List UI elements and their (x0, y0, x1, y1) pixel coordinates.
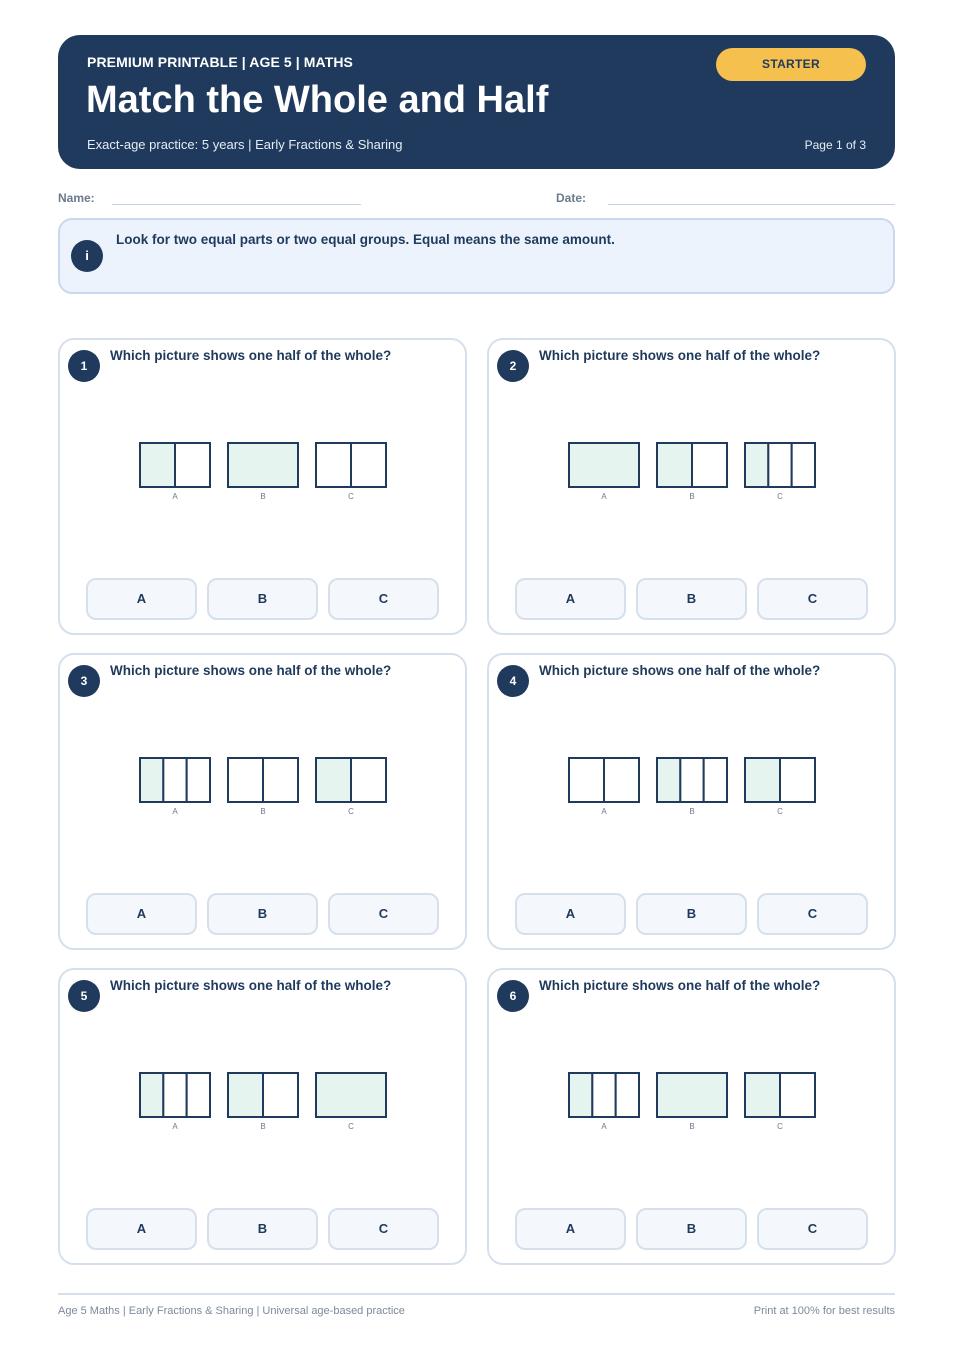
answer-button-b[interactable]: B (636, 1208, 747, 1250)
info-icon: i (71, 240, 103, 272)
shaded-part (569, 1073, 592, 1117)
shaded-part (140, 758, 163, 802)
name-label: Name: (58, 191, 95, 205)
unshaded-part (680, 758, 703, 802)
unshaded-part (351, 443, 386, 487)
unshaded-part (768, 443, 791, 487)
unshaded-part (569, 758, 604, 802)
header-subtitle: Exact-age practice: 5 years | Early Fractions & Sharing (87, 137, 403, 152)
unshaded-part (351, 758, 386, 802)
question-number: 3 (68, 665, 100, 697)
question-number: 1 (68, 350, 100, 382)
answer-button-c[interactable]: C (328, 578, 439, 620)
unshaded-part (592, 1073, 615, 1117)
question-text: Which picture shows one half of the whole? (110, 978, 392, 993)
footer-divider (58, 1293, 895, 1295)
unshaded-part (316, 443, 351, 487)
unshaded-part (263, 758, 298, 802)
question-text: Which picture shows one half of the whole? (539, 348, 821, 363)
answer-button-c[interactable]: C (328, 1208, 439, 1250)
fraction-picture-c (745, 758, 815, 816)
answer-button-c[interactable]: C (757, 578, 868, 620)
question-card (487, 653, 896, 950)
answer-button-c[interactable]: C (328, 893, 439, 935)
fraction-picture-c (316, 443, 386, 501)
fraction-picture-c (745, 1073, 815, 1131)
fraction-picture-a (140, 443, 210, 501)
fraction-picture-a (569, 758, 639, 816)
unshaded-part (604, 758, 639, 802)
question-card (58, 653, 467, 950)
unshaded-part (263, 1073, 298, 1117)
fraction-picture-a (140, 758, 210, 816)
picture-label: C (348, 807, 354, 816)
unshaded-part (792, 443, 815, 487)
date-label: Date: (556, 191, 587, 205)
picture-label: B (689, 1122, 695, 1131)
fraction-picture-b (657, 443, 727, 501)
shaded-part (228, 1073, 263, 1117)
picture-label: A (601, 492, 607, 501)
answer-button-c[interactable]: C (757, 893, 868, 935)
page-number: Page 1 of 3 (804, 138, 866, 152)
question-card (487, 968, 896, 1265)
fraction-picture-b (228, 758, 298, 816)
unshaded-part (187, 758, 210, 802)
question-card (58, 968, 467, 1265)
question-card (487, 338, 896, 635)
page-title: Match the Whole and Half (86, 79, 549, 121)
instruction-box (58, 218, 895, 294)
shaded-part (657, 1073, 727, 1117)
question-text: Which picture shows one half of the whole? (110, 348, 392, 363)
picture-label: C (777, 1122, 783, 1131)
shaded-part (657, 443, 692, 487)
picture-label: A (172, 1122, 178, 1131)
picture-label: B (260, 807, 266, 816)
answer-button-a[interactable]: A (515, 578, 626, 620)
shaded-part (228, 443, 298, 487)
picture-label: B (689, 807, 695, 816)
question-card (58, 338, 467, 635)
fraction-picture-b (657, 1073, 727, 1131)
unshaded-part (187, 1073, 210, 1117)
question-number: 5 (68, 980, 100, 1012)
print-note: Print at 100% for best results (753, 1305, 895, 1317)
unshaded-part (175, 443, 210, 487)
fraction-picture-c (745, 443, 815, 501)
shaded-part (569, 443, 639, 487)
question-text: Which picture shows one half of the whole? (539, 663, 821, 678)
answer-button-b[interactable]: B (636, 578, 747, 620)
picture-label: A (172, 807, 178, 816)
question-text: Which picture shows one half of the whole? (539, 978, 821, 993)
fraction-picture-b (228, 1073, 298, 1131)
unshaded-part (704, 758, 727, 802)
shaded-part (745, 758, 780, 802)
footer-text: Age 5 Maths | Early Fractions & Sharing | Universal age-based practice (58, 1305, 405, 1317)
unshaded-part (616, 1073, 639, 1117)
answer-button-a[interactable]: A (86, 1208, 197, 1250)
answer-button-a[interactable]: A (86, 893, 197, 935)
fraction-picture-b (228, 443, 298, 501)
shaded-part (140, 443, 175, 487)
unshaded-part (228, 758, 263, 802)
shaded-part (316, 758, 351, 802)
picture-label: A (601, 1122, 607, 1131)
instruction-text: Look for two equal parts or two equal groups. Equal means the same amount. (116, 232, 615, 247)
question-number: 4 (497, 665, 529, 697)
answer-button-a[interactable]: A (515, 893, 626, 935)
fraction-picture-c (316, 1073, 386, 1131)
picture-label: B (260, 492, 266, 501)
date-field[interactable] (608, 204, 895, 205)
fraction-picture-a (569, 443, 639, 501)
picture-label: B (260, 1122, 266, 1131)
picture-label: B (689, 492, 695, 501)
fraction-picture-c (316, 758, 386, 816)
picture-label: C (348, 492, 354, 501)
shaded-part (657, 758, 680, 802)
picture-label: A (172, 492, 178, 501)
answer-button-a[interactable]: A (86, 578, 197, 620)
unshaded-part (780, 1073, 815, 1117)
answer-button-b[interactable]: B (207, 1208, 318, 1250)
shaded-part (316, 1073, 386, 1117)
fraction-picture-b (657, 758, 727, 816)
picture-label: A (601, 807, 607, 816)
fraction-picture-a (140, 1073, 210, 1131)
shaded-part (140, 1073, 163, 1117)
unshaded-part (780, 758, 815, 802)
answer-button-a[interactable]: A (515, 1208, 626, 1250)
question-number: 6 (497, 980, 529, 1012)
level-badge: STARTER (716, 48, 866, 81)
worksheet-header (58, 35, 895, 169)
unshaded-part (163, 1073, 186, 1117)
name-field[interactable] (112, 204, 361, 205)
answer-button-b[interactable]: B (207, 893, 318, 935)
picture-label: C (777, 807, 783, 816)
unshaded-part (163, 758, 186, 802)
shaded-part (745, 1073, 780, 1117)
picture-label: C (777, 492, 783, 501)
question-text: Which picture shows one half of the whole? (110, 663, 392, 678)
unshaded-part (692, 443, 727, 487)
picture-label: C (348, 1122, 354, 1131)
question-number: 2 (497, 350, 529, 382)
answer-button-c[interactable]: C (757, 1208, 868, 1250)
answer-button-b[interactable]: B (636, 893, 747, 935)
shaded-part (745, 443, 768, 487)
fraction-picture-a (569, 1073, 639, 1131)
answer-button-b[interactable]: B (207, 578, 318, 620)
header-kicker: PREMIUM PRINTABLE | AGE 5 | MATHS (87, 54, 353, 70)
